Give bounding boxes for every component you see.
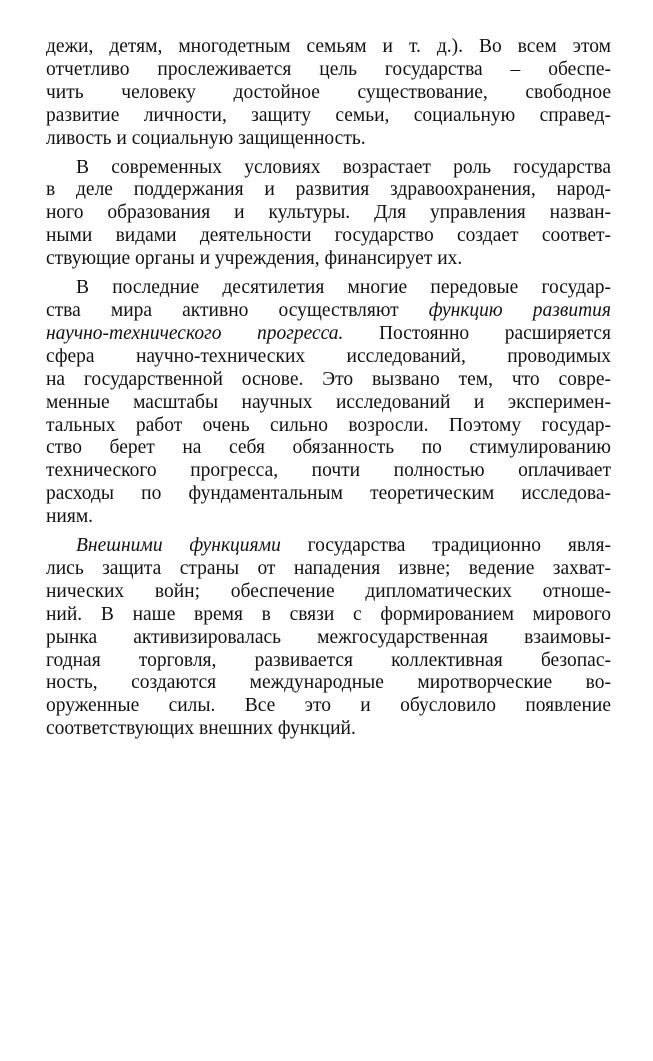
text-line [46,300,611,323]
text-run: Постоянно расширяется [343,322,611,344]
text-line: развитие личности, защиту семьи, социальную справед- [46,104,611,126]
text-line: ливость и социальную защищенность. [46,127,366,149]
text-line: В последние десятилетия многие передовые государ- [76,277,611,299]
text-line: ниям. [46,506,94,528]
text-run: ства мира активно осуществляют [46,299,429,321]
text-line: на государственной основе. Это вызвано тем, что совре- [46,368,611,390]
text-line: ность, создаются международные миротворческие во- [46,672,611,694]
text-line [46,535,611,558]
text-line: ствующие органы и учреждения, финансирует их. [46,248,463,270]
paragraph-3 [46,277,611,529]
text-line [46,323,611,346]
text-line: ными видами деятельности государство создает соответ- [46,225,611,247]
text-line: в деле поддержания и развития здравоохранения, народ- [46,179,611,201]
text-run: государства традиционно явля- [280,535,611,557]
text-line: дежи, детям, многодетным семьям и т. д.). Во всем этом [46,36,611,57]
text-line: годная торговля, развивается коллективная безопас- [46,649,611,671]
text-line: ство берет на себя обязанность по стимулированию [46,437,611,459]
italic-term-scientific-progress: научно-технического прогресса. [46,322,344,344]
paragraph-1 [46,36,611,151]
paragraph-4 [46,535,611,741]
text-line: лись защита страны от нападения извне; ведение захват- [46,557,611,579]
text-line: менные масштабы научных исследований и эксперимен- [46,391,611,413]
italic-term-function-development: функцию развития [428,299,611,321]
text-line: нических войн; обеспечение дипломатических отноше- [46,580,611,602]
text-line: ного образования и культуры. Для управления назван- [46,202,611,224]
text-line: чить человеку достойное существование, свободное [46,81,611,103]
text-line: сфера научно-технических исследований, проводимых [46,345,611,367]
text-line: ний. В наше время в связи с формированием мирового [46,603,611,625]
paragraph-2 [46,157,611,272]
text-line: соответствующих внешних функций. [46,718,356,740]
text-line: технического прогресса, почти полностью оплачивает [46,460,611,482]
italic-term-external-functions: Внешними функциями [76,535,281,557]
text-line: тальных работ очень сильно возросли. Поэтому государ- [46,414,611,436]
text-line: отчетливо прослеживается цель государства – обеспе- [46,58,611,80]
text-line: расходы по фундаментальным теоретическим исследова- [46,483,611,505]
page-body [46,36,611,747]
text-line: В современных условиях возрастает роль государства [76,156,611,178]
text-line: оруженные силы. Все это и обусловило появление [46,695,611,717]
text-line: рынка активизировалась межгосударственная взаимовы- [46,626,611,648]
